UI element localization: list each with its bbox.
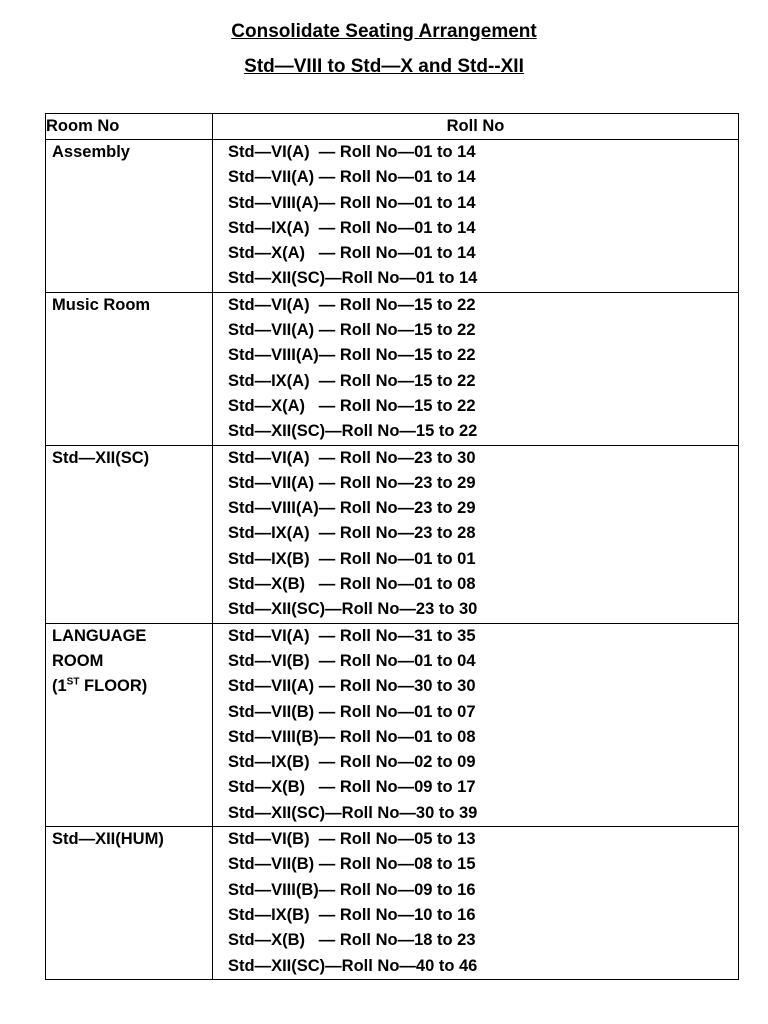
roll-entry: Std—VI(B) — Roll No—01 to 04 (228, 651, 476, 670)
room-name-line: Std—XII(SC) (52, 448, 150, 467)
roll-entry: Std—X(A) — Roll No—15 to 22 (228, 396, 476, 415)
roll-entry: Std—VIII(A)— Roll No—23 to 29 (228, 499, 476, 518)
roll-entry: Std—XII(SC)—Roll No—30 to 39 (228, 803, 478, 822)
roll-list-cell (213, 292, 739, 445)
roll-entry: Std—X(B) — Roll No—18 to 23 (228, 931, 476, 950)
roll-entry: Std—VII(A) — Roll No—15 to 22 (228, 321, 476, 340)
table-row (46, 292, 739, 445)
table-row (46, 140, 739, 293)
roll-entry: Std—VII(A) — Roll No—23 to 29 (228, 473, 476, 492)
room-no-header: Room No (46, 114, 213, 140)
roll-entry: Std—IX(A) — Roll No—23 to 28 (228, 524, 476, 543)
roll-entry: Std—VI(A) — Roll No—15 to 22 (228, 295, 476, 314)
roll-entry: Std—IX(A) — Roll No—15 to 22 (228, 371, 476, 390)
table-row (46, 445, 739, 623)
room-name-line: Assembly (52, 143, 130, 161)
roll-entry: Std—XII(SC)—Roll No—40 to 46 (228, 956, 478, 975)
room-name-line: (1ST FLOOR) (52, 676, 148, 696)
roll-entry: Std—X(B) — Roll No—01 to 08 (228, 575, 476, 594)
roll-entry: Std—VII(B) — Roll No—01 to 07 (228, 702, 476, 721)
room-name-cell (46, 827, 213, 980)
document-subtitle: Std—VIII to Std—X and Std--XII (244, 56, 524, 77)
roll-entry: Std—IX(B) — Roll No—02 to 09 (228, 753, 476, 772)
room-name-cell (46, 445, 213, 623)
roll-entry: Std—XII(SC)—Roll No—01 to 14 (228, 269, 478, 288)
table-header-row (46, 114, 739, 140)
roll-entry: Std—VI(A) — Roll No—31 to 35 (228, 626, 476, 645)
room-name-cell (46, 623, 213, 826)
roll-no-header: Roll No (213, 114, 739, 140)
roll-entry: Std—IX(B) — Roll No—01 to 01 (228, 549, 476, 568)
roll-entry: Std—VIII(B)— Roll No—01 to 08 (228, 727, 476, 746)
room-name-line: Music Room (52, 295, 151, 314)
roll-entry: Std—X(A) — Roll No—01 to 14 (228, 244, 476, 263)
roll-list-cell (213, 623, 739, 826)
roll-entry: Std—XII(SC)—Roll No—23 to 30 (228, 600, 478, 619)
roll-entry: Std—X(B) — Roll No—09 to 17 (228, 778, 476, 797)
roll-list-cell (213, 140, 739, 293)
roll-entry: Std—VIII(A)— Roll No—15 to 22 (228, 346, 476, 365)
room-name-line: ROOM (52, 651, 104, 670)
roll-entry: Std—VIII(A)— Roll No—01 to 14 (228, 193, 476, 212)
seating-table (45, 113, 739, 980)
roll-entry: Std—IX(A) — Roll No—01 to 14 (228, 218, 476, 237)
roll-entry: Std—VIII(B)— Roll No—09 to 16 (228, 880, 476, 899)
roll-entry: Std—VII(A) — Roll No—30 to 30 (228, 677, 476, 696)
roll-entry: Std—VI(A) — Roll No—23 to 30 (228, 448, 476, 467)
room-name-line: LANGUAGE (52, 626, 147, 645)
table-row (46, 827, 739, 980)
table-row (46, 623, 739, 826)
room-name-line: Std—XII(HUM) (52, 830, 164, 849)
roll-entry: Std—IX(B) — Roll No—10 to 16 (228, 905, 476, 924)
document-title: Consolidate Seating Arrangement (231, 21, 537, 42)
roll-list-cell (213, 827, 739, 980)
roll-entry: Std—XII(SC)—Roll No—15 to 22 (228, 422, 478, 441)
roll-entry: Std—VII(B) — Roll No—08 to 15 (228, 855, 476, 874)
roll-entry: Std—VI(B) — Roll No—05 to 13 (228, 830, 476, 849)
room-name-cell (46, 140, 213, 293)
roll-list-cell (213, 445, 739, 623)
roll-entry: Std—VI(A) — Roll No—01 to 14 (228, 143, 476, 161)
room-name-cell (46, 292, 213, 445)
roll-entry: Std—VII(A) — Roll No—01 to 14 (228, 168, 476, 187)
